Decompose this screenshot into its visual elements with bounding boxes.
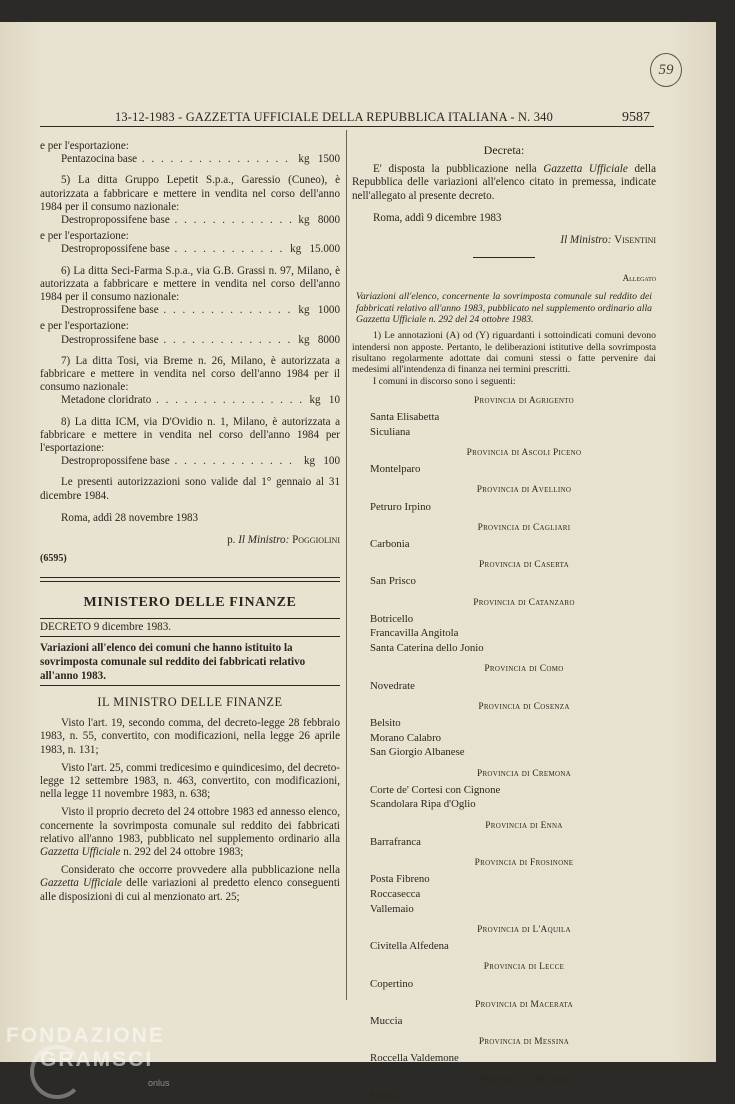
header-rule [40, 126, 654, 127]
product-name: Destroprossifene base . . . [61, 334, 292, 347]
visto-paragraph-3: Visto il proprio decreto del 24 ottobre 1983 ed annesso elenco, concernente la sovrimposta comunale sul reddito dei fabbricati relativo all'anno 1983, pubblicato nel supplemento ordinario alla Gazzetta Ufficiale n. 292 del 24 ottobre 1983; [40, 806, 340, 858]
quantity: 1000 [317, 304, 340, 317]
comune-item: Carbonia [370, 537, 410, 550]
gazette-header: 13-12-1983 - GAZZETTA UFFICIALE DELLA REPUBBLICA ITALIANA - N. 340 [115, 110, 553, 124]
province-heading: Provincia di Macerata [475, 999, 573, 1010]
unit: kg [290, 243, 302, 256]
column-divider [346, 130, 347, 1000]
comune-item: San Prisco [370, 575, 416, 588]
quantity: 1500 [317, 153, 340, 166]
export-label: e per l'esportazione: [40, 230, 129, 243]
quantity: 10 [328, 394, 340, 407]
comune-item: Vallemaio [370, 902, 414, 915]
signature-name: Poggiolini [292, 534, 340, 547]
product-name: Destropropossifene base . . . [61, 243, 284, 256]
province-heading: Provincia di Caserta [478, 560, 569, 571]
product-row [40, 455, 340, 468]
comune-item: Roccella Valdemone [370, 1052, 459, 1065]
watermark-text: FONDAZIONE GRAMSCI [6, 1024, 165, 1071]
comune-item: Posta Fibreno [370, 873, 430, 886]
product-name: Metadone cloridrato . . . [61, 394, 303, 407]
province-heading: Provincia di Cosenza [478, 701, 570, 712]
document-page [0, 22, 716, 1102]
export-label: e per l'esportazione: [40, 320, 129, 333]
product-row [40, 153, 340, 166]
handwritten-page-stamp: 59 [650, 53, 682, 87]
watermark-logo-icon [30, 1045, 84, 1099]
paragraph-item-7: 7) La ditta Tosi, via Breme n. 26, Milano, è autorizzata a fabbricare e mettere in vendita nel corso dell'anno 1984 per il consumo nazionale: [40, 354, 340, 394]
unit: kg [303, 455, 316, 468]
left-column [40, 140, 340, 904]
signature-line-right [352, 234, 656, 247]
annotation-note: 1) Le annotazioni (A) od (Y) riguardanti i sottoindicati comuni devono intendersi non apposte. Pertanto, le deliberazioni istitutive della sovrimposta risultano regolarmente adottate dai comuni stessi o fatte pervenire dai medesimi all'intendenza di finanza nei termini prescritti. [352, 330, 656, 376]
province-heading: Provincia di Enna [485, 820, 563, 831]
signature-prefix: p. [227, 534, 236, 547]
unit: kg [298, 214, 310, 227]
comune-item: Roccasecca [370, 887, 421, 900]
export-label: e per l'esportazione: [40, 140, 129, 152]
comune-item: Montelparo [370, 463, 421, 476]
comune-item: Copertino [370, 977, 414, 990]
comune-item: Corte de' Cortesi con Cignone [370, 783, 501, 796]
product-row [40, 334, 340, 347]
considerato-paragraph: Considerato che occorre provvedere alla pubblicazione nella Gazzetta Ufficiale delle variazioni al predetto elenco conseguenti alle disposizioni di cui al menzionato art. 25; [40, 864, 340, 903]
comune-item: Santa Caterina dello Jonio [370, 642, 484, 655]
comune-item: Morano Calabro [370, 731, 442, 744]
quantity: 15.000 [309, 243, 340, 256]
unit: kg [298, 153, 310, 166]
province-heading: Provincia di Frosinone [474, 858, 574, 869]
comune-item: Belsito [370, 716, 401, 729]
province-heading: Provincia di Ascoli Piceno [466, 447, 582, 458]
comune-item: Petruro Irpino [370, 500, 431, 513]
visto-paragraph-2: Visto l'art. 25, commi tredicesimo e quindicesimo, del decreto-legge 12 settembre 1983, n. 463, convertito, con modificazioni, nella legge 11 novembre 1983, n. 638; [40, 761, 340, 801]
comune-item: Barrafranca [370, 835, 421, 848]
signature-role: Il Ministro: [238, 534, 290, 547]
province-heading: Provincia di L'Aquila [477, 924, 571, 935]
province-heading: Provincia di Lecce [483, 962, 565, 973]
comune-item: Botricello [370, 612, 414, 625]
province-heading: Provincia di Como [484, 664, 564, 675]
allegato-title: Variazioni all'elenco, concernente la sovrimposta comunale sul reddito dei fabbricati relativo all'anno 1983, pubblicato nel supplemento ordinario alla Gazzetta Ufficiale n. 292 del 24 ottobre 1983. [356, 291, 652, 326]
short-rule [473, 257, 535, 258]
reference-number: (6595) [40, 553, 67, 565]
visto-paragraph-1: Visto l'art. 19, secondo comma, del decreto-legge 28 febbraio 1983, n. 55, convertito, con modificazioni, nella legge 26 aprile 1983, n. 131; [40, 717, 340, 756]
decreta-heading: Decreta: [483, 143, 525, 157]
section-rule [40, 577, 340, 582]
allegato-label: Allegato [622, 273, 656, 284]
unit: kg [309, 394, 321, 407]
province-heading: Provincia di Cagliari [477, 522, 571, 533]
right-column [352, 140, 656, 1104]
minister-title: IL MINISTRO DELLE FINANZE [97, 694, 283, 709]
unit: kg [298, 333, 310, 346]
product-name: Pentazocina base . . . [61, 153, 292, 166]
unit: kg [298, 304, 310, 317]
product-row [40, 394, 340, 407]
quantity: 8000 [317, 333, 340, 346]
signature-line [40, 534, 340, 547]
comune-item: Siculiana [370, 425, 411, 438]
validity-paragraph: Le presenti autorizzazioni sono valide dal 1° gennaio al 31 dicembre 1984. [40, 476, 340, 502]
province-heading: Provincia di Catanzaro [473, 597, 575, 608]
decreto-date: DECRETO 9 dicembre 1983. [40, 618, 340, 637]
paragraph-item-8: 8) La ditta ICM, via D'Ovidio n. 1, Milano, è autorizzata a fabbricare e mettere in vendita nel corso dell'anno 1984 per l'esportazione: [40, 415, 340, 455]
quantity: 100 [323, 455, 340, 468]
watermark-subtext: onlus [148, 1078, 170, 1088]
comune-item: Muccia [370, 1014, 403, 1027]
comune-item: Scandolara Ripa d'Oglio [370, 798, 476, 811]
signature-role: Il Ministro: [560, 234, 612, 247]
province-heading: Provincia di Avellino [476, 485, 572, 496]
decreto-title: Variazioni all'elenco dei comuni che hanno istituito la sovrimposta comunale sul reddito dei fabbricati relativo all'anno 1983. [40, 641, 340, 686]
comune-item: San Giorgio Albanese [370, 746, 465, 759]
province-list [352, 395, 656, 1103]
comuni-intro: I comuni in discorso sono i seguenti: [373, 375, 516, 387]
paragraph-item-6: 6) La ditta Seci-Farma S.p.a., via G.B. Grassi n. 97, Milano, è autorizzata a fabbricare e mettere in vendita nel corso dell'anno 1984 per il consumo nazionale: [40, 264, 340, 304]
product-name: Destroprossifene base . . . [61, 304, 292, 317]
decree-date-right: Roma, addì 9 dicembre 1983 [373, 211, 502, 224]
comune-item: Santa Elisabetta [370, 411, 440, 423]
comune-item: Civitella Alfedena [370, 940, 449, 953]
comune-item: Sordio [370, 1089, 399, 1102]
product-name: Destropropossifene base . . . [61, 214, 292, 227]
province-heading: Provincia di Milano [480, 1074, 568, 1085]
comune-item: Francavilla Angitola [370, 627, 459, 640]
province-heading: Provincia di Messina [478, 1037, 570, 1048]
product-name: Destropropossifene base . . . [61, 455, 298, 468]
signature-name: Visentini [614, 234, 656, 247]
comune-item: Novedrate [370, 679, 415, 692]
decree-date: Roma, addì 28 novembre 1983 [61, 511, 199, 524]
ministry-title: MINISTERO DELLE FINANZE [83, 595, 297, 611]
product-row [40, 304, 340, 317]
province-heading: Provincia di Cremona [476, 768, 572, 779]
page-number: 9587 [622, 110, 650, 125]
paragraph-item-5: 5) La ditta Gruppo Lepetit S.p.a., Garessio (Cuneo), è autorizzata a fabbricare e mettere in vendita nel corso dell'anno 1984 per il consumo nazionale: [40, 174, 340, 213]
quantity: 8000 [317, 214, 340, 227]
product-row [40, 243, 340, 256]
decreta-paragraph: E' disposta la pubblicazione nella Gazzetta Ufficiale della Repubblica delle variazioni all'elenco citato in premessa, indicate nell'allegato al presente decreto. [352, 163, 657, 202]
product-row [40, 214, 340, 227]
province-heading: Provincia di Agrigento [473, 395, 574, 406]
